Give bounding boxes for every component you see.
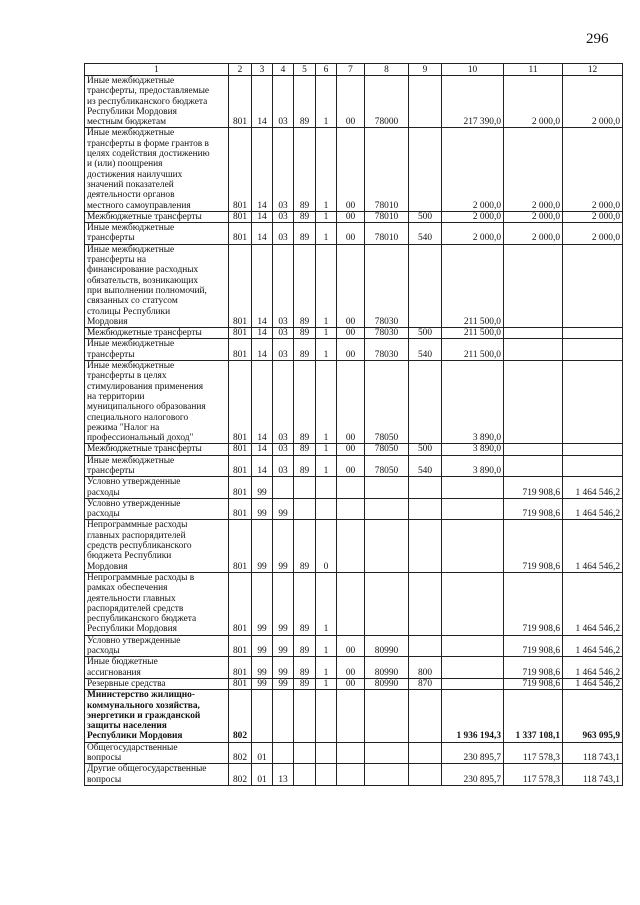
cell-ministry: 801 — [229, 444, 252, 455]
cell-name: Иные межбюджетные трансферты — [85, 455, 229, 477]
table-row — [85, 690, 623, 742]
cell-amount-2 — [504, 361, 563, 444]
cell-ministry: 801 — [229, 498, 252, 520]
cell-event — [337, 742, 365, 764]
cell-name: Иные межбюджетные трансферты на финансирование расходных обязательств, возникающих при выполнении полномочий, связанных со статусом столицы Республики Мордовия — [85, 244, 229, 327]
cell-expense-type — [409, 76, 442, 128]
cell-expense-type — [409, 635, 442, 657]
cell-subsection: 99 — [273, 520, 294, 572]
cell-ministry: 801 — [229, 223, 252, 245]
cell-subsection: 03 — [273, 223, 294, 245]
cell-ministry: 801 — [229, 128, 252, 211]
cell-direction: 78010 — [365, 128, 409, 211]
header-row — [85, 64, 623, 76]
cell-ministry: 801 — [229, 328, 252, 339]
table-row — [85, 572, 623, 635]
cell-amount-1: 1 936 194,3 — [442, 690, 504, 742]
cell-ministry: 802 — [229, 742, 252, 764]
cell-name: Иные межбюджетные трансферты — [85, 223, 229, 245]
cell-amount-2: 2 000,0 — [504, 223, 563, 245]
column-header: 7 — [337, 64, 365, 76]
cell-amount-3: 2 000,0 — [563, 223, 623, 245]
column-header: 5 — [294, 64, 316, 76]
cell-program — [294, 690, 316, 742]
cell-program: 89 — [294, 572, 316, 635]
cell-ministry: 802 — [229, 764, 252, 786]
table-row — [85, 657, 623, 679]
cell-program — [294, 477, 316, 499]
cell-amount-3: 1 464 546,2 — [563, 678, 623, 689]
cell-amount-3: 963 095,9 — [563, 690, 623, 742]
cell-subprogram — [316, 742, 337, 764]
cell-amount-2 — [504, 244, 563, 327]
column-header: 4 — [273, 64, 294, 76]
table-row — [85, 244, 623, 327]
cell-amount-2: 2 000,0 — [504, 211, 563, 222]
budget-table — [84, 63, 623, 786]
table-row — [85, 635, 623, 657]
cell-amount-1: 230 895,7 — [442, 764, 504, 786]
table-body — [85, 76, 623, 786]
cell-program — [294, 764, 316, 786]
cell-subsection: 03 — [273, 455, 294, 477]
cell-amount-2: 719 908,6 — [504, 678, 563, 689]
cell-expense-type — [409, 361, 442, 444]
cell-event: 00 — [337, 244, 365, 327]
cell-amount-2: 1 337 108,1 — [504, 690, 563, 742]
cell-amount-3: 2 000,0 — [563, 128, 623, 211]
cell-amount-2: 719 908,6 — [504, 657, 563, 679]
cell-amount-2 — [504, 339, 563, 361]
cell-subprogram: 1 — [316, 211, 337, 222]
cell-ministry: 801 — [229, 635, 252, 657]
cell-expense-type — [409, 742, 442, 764]
cell-expense-type: 500 — [409, 328, 442, 339]
cell-event: 00 — [337, 128, 365, 211]
cell-ministry: 801 — [229, 76, 252, 128]
cell-expense-type: 540 — [409, 339, 442, 361]
cell-amount-2: 2 000,0 — [504, 128, 563, 211]
cell-direction — [365, 498, 409, 520]
cell-expense-type: 800 — [409, 657, 442, 679]
cell-section: 99 — [252, 635, 273, 657]
cell-expense-type: 870 — [409, 678, 442, 689]
cell-subprogram — [316, 477, 337, 499]
cell-ministry: 801 — [229, 361, 252, 444]
cell-direction: 78010 — [365, 223, 409, 245]
cell-direction — [365, 520, 409, 572]
cell-name: Условно утвержденные расходы — [85, 635, 229, 657]
column-header: 12 — [563, 64, 623, 76]
cell-amount-2: 719 908,6 — [504, 635, 563, 657]
table-row — [85, 498, 623, 520]
cell-section: 99 — [252, 572, 273, 635]
cell-expense-type: 500 — [409, 444, 442, 455]
cell-amount-2: 117 578,3 — [504, 742, 563, 764]
cell-section — [252, 690, 273, 742]
cell-expense-type — [409, 764, 442, 786]
cell-subsection — [273, 742, 294, 764]
cell-amount-3 — [563, 455, 623, 477]
cell-subsection: 03 — [273, 361, 294, 444]
cell-event — [337, 764, 365, 786]
cell-event: 00 — [337, 635, 365, 657]
column-header: 3 — [252, 64, 273, 76]
cell-subsection: 13 — [273, 764, 294, 786]
cell-amount-1 — [442, 635, 504, 657]
cell-amount-1: 211 500,0 — [442, 339, 504, 361]
cell-event — [337, 690, 365, 742]
table-row — [85, 477, 623, 499]
cell-section: 14 — [252, 361, 273, 444]
cell-name: Общегосударственные вопросы — [85, 742, 229, 764]
cell-section: 99 — [252, 678, 273, 689]
cell-direction: 78050 — [365, 444, 409, 455]
cell-direction: 78030 — [365, 339, 409, 361]
cell-direction: 78050 — [365, 361, 409, 444]
cell-name: Межбюджетные трансферты — [85, 211, 229, 222]
cell-amount-2: 719 908,6 — [504, 520, 563, 572]
cell-section: 14 — [252, 444, 273, 455]
cell-ministry: 801 — [229, 520, 252, 572]
cell-direction: 78050 — [365, 455, 409, 477]
cell-direction: 80990 — [365, 678, 409, 689]
table-row — [85, 764, 623, 786]
cell-amount-3 — [563, 444, 623, 455]
cell-section: 99 — [252, 498, 273, 520]
cell-program — [294, 498, 316, 520]
cell-program: 89 — [294, 455, 316, 477]
cell-ministry: 801 — [229, 477, 252, 499]
cell-amount-3: 2 000,0 — [563, 76, 623, 128]
table-row — [85, 520, 623, 572]
cell-direction — [365, 742, 409, 764]
cell-amount-3 — [563, 328, 623, 339]
cell-amount-2: 2 000,0 — [504, 76, 563, 128]
cell-amount-3: 2 000,0 — [563, 211, 623, 222]
table-row — [85, 223, 623, 245]
table-row — [85, 128, 623, 211]
cell-program: 89 — [294, 223, 316, 245]
cell-direction: 78030 — [365, 328, 409, 339]
cell-amount-1 — [442, 520, 504, 572]
cell-subsection: 03 — [273, 244, 294, 327]
cell-subsection: 99 — [273, 657, 294, 679]
cell-subprogram — [316, 690, 337, 742]
cell-amount-2: 719 908,6 — [504, 572, 563, 635]
cell-subprogram: 1 — [316, 223, 337, 245]
cell-direction: 78010 — [365, 211, 409, 222]
cell-amount-3: 1 464 546,2 — [563, 657, 623, 679]
cell-direction: 78000 — [365, 76, 409, 128]
cell-amount-3: 118 743,1 — [563, 764, 623, 786]
cell-amount-1: 3 890,0 — [442, 455, 504, 477]
cell-event: 00 — [337, 339, 365, 361]
cell-program: 89 — [294, 657, 316, 679]
cell-expense-type — [409, 690, 442, 742]
cell-event: 00 — [337, 455, 365, 477]
cell-name: Иные бюджетные ассигнования — [85, 657, 229, 679]
cell-expense-type — [409, 498, 442, 520]
cell-section: 01 — [252, 742, 273, 764]
cell-subsection: 03 — [273, 444, 294, 455]
cell-amount-1 — [442, 657, 504, 679]
cell-amount-2: 719 908,6 — [504, 498, 563, 520]
cell-direction: 80990 — [365, 635, 409, 657]
cell-amount-2 — [504, 328, 563, 339]
cell-name: Другие общегосударственные вопросы — [85, 764, 229, 786]
cell-subsection: 03 — [273, 76, 294, 128]
cell-subprogram: 1 — [316, 361, 337, 444]
cell-direction — [365, 690, 409, 742]
cell-name: Непрограммные расходы главных распорядителей средств республиканского бюджета Республики Мордовия — [85, 520, 229, 572]
column-header: 10 — [442, 64, 504, 76]
cell-amount-1: 3 890,0 — [442, 444, 504, 455]
cell-program: 89 — [294, 678, 316, 689]
cell-amount-3: 1 464 546,2 — [563, 477, 623, 499]
cell-event — [337, 477, 365, 499]
cell-amount-3: 1 464 546,2 — [563, 572, 623, 635]
cell-expense-type — [409, 572, 442, 635]
cell-program — [294, 742, 316, 764]
cell-program: 89 — [294, 244, 316, 327]
cell-name: Иные межбюджетные трансферты в целях стимулирования применения на территории муниципального образования специального налогового режима "Налог на профессиональный доход" — [85, 361, 229, 444]
cell-section: 01 — [252, 764, 273, 786]
cell-name: Иные межбюджетные трансферты в форме грантов в целях содействия достижению и (или) поощрения достижения наилучших значений показателей деятельности органов местного самоуправления — [85, 128, 229, 211]
cell-program: 89 — [294, 635, 316, 657]
cell-amount-3 — [563, 244, 623, 327]
cell-section: 14 — [252, 128, 273, 211]
cell-amount-1 — [442, 678, 504, 689]
cell-section: 14 — [252, 76, 273, 128]
cell-amount-1 — [442, 477, 504, 499]
cell-expense-type — [409, 244, 442, 327]
column-header: 1 — [85, 64, 229, 76]
cell-amount-1: 2 000,0 — [442, 128, 504, 211]
cell-section: 14 — [252, 339, 273, 361]
cell-expense-type: 500 — [409, 211, 442, 222]
cell-subsection: 99 — [273, 635, 294, 657]
cell-amount-3 — [563, 339, 623, 361]
cell-amount-1: 2 000,0 — [442, 211, 504, 222]
cell-subprogram: 1 — [316, 76, 337, 128]
table-row — [85, 678, 623, 689]
cell-event: 00 — [337, 223, 365, 245]
cell-subprogram: 1 — [316, 657, 337, 679]
column-header: 9 — [409, 64, 442, 76]
cell-ministry: 801 — [229, 211, 252, 222]
cell-subprogram: 1 — [316, 635, 337, 657]
cell-direction — [365, 477, 409, 499]
cell-name: Иные межбюджетные трансферты — [85, 339, 229, 361]
column-header: 6 — [316, 64, 337, 76]
column-header: 11 — [504, 64, 563, 76]
cell-program: 89 — [294, 361, 316, 444]
cell-program: 89 — [294, 328, 316, 339]
cell-event: 00 — [337, 328, 365, 339]
cell-section: 14 — [252, 223, 273, 245]
cell-amount-3: 1 464 546,2 — [563, 520, 623, 572]
cell-amount-1: 211 500,0 — [442, 328, 504, 339]
cell-name: Условно утвержденные расходы — [85, 498, 229, 520]
cell-amount-2 — [504, 444, 563, 455]
cell-program: 89 — [294, 211, 316, 222]
cell-subsection: 03 — [273, 328, 294, 339]
page-number: 296 — [586, 31, 609, 47]
cell-name: Межбюджетные трансферты — [85, 328, 229, 339]
cell-amount-2: 719 908,6 — [504, 477, 563, 499]
cell-amount-3 — [563, 361, 623, 444]
cell-amount-3: 1 464 546,2 — [563, 635, 623, 657]
cell-subsection: 03 — [273, 211, 294, 222]
cell-program: 89 — [294, 339, 316, 361]
cell-expense-type — [409, 128, 442, 211]
table-row — [85, 339, 623, 361]
cell-subprogram: 1 — [316, 444, 337, 455]
cell-amount-1: 3 890,0 — [442, 361, 504, 444]
cell-subprogram — [316, 764, 337, 786]
cell-direction — [365, 572, 409, 635]
cell-expense-type: 540 — [409, 223, 442, 245]
cell-amount-1: 217 390,0 — [442, 76, 504, 128]
cell-subprogram: 1 — [316, 128, 337, 211]
cell-section: 99 — [252, 657, 273, 679]
table-row — [85, 455, 623, 477]
cell-program: 89 — [294, 444, 316, 455]
cell-expense-type: 540 — [409, 455, 442, 477]
cell-amount-1: 2 000,0 — [442, 223, 504, 245]
cell-event: 00 — [337, 444, 365, 455]
cell-section: 99 — [252, 477, 273, 499]
cell-amount-3: 1 464 546,2 — [563, 498, 623, 520]
cell-name: Непрограммные расходы в рамках обеспечения деятельности главных распорядителей средств республиканского бюджета Республики Мордовия — [85, 572, 229, 635]
cell-amount-2: 117 578,3 — [504, 764, 563, 786]
cell-ministry: 801 — [229, 572, 252, 635]
table-row — [85, 742, 623, 764]
cell-event: 00 — [337, 657, 365, 679]
cell-section: 14 — [252, 328, 273, 339]
cell-name: Условно утвержденные расходы — [85, 477, 229, 499]
cell-event — [337, 520, 365, 572]
cell-subprogram: 0 — [316, 520, 337, 572]
cell-subprogram: 1 — [316, 455, 337, 477]
cell-section: 99 — [252, 520, 273, 572]
cell-ministry: 801 — [229, 678, 252, 689]
cell-amount-1 — [442, 498, 504, 520]
cell-subsection: 99 — [273, 498, 294, 520]
cell-subsection — [273, 477, 294, 499]
cell-subsection: 99 — [273, 678, 294, 689]
column-header: 8 — [365, 64, 409, 76]
cell-ministry: 801 — [229, 455, 252, 477]
cell-subprogram: 1 — [316, 678, 337, 689]
cell-name: Иные межбюджетные трансферты, предоставляемые из республиканского бюджета Республики Мордовия местным бюджетам — [85, 76, 229, 128]
cell-subprogram: 1 — [316, 328, 337, 339]
cell-amount-2 — [504, 455, 563, 477]
cell-direction — [365, 764, 409, 786]
cell-ministry: 801 — [229, 244, 252, 327]
table-row — [85, 444, 623, 455]
cell-subprogram — [316, 498, 337, 520]
cell-event: 00 — [337, 76, 365, 128]
cell-ministry: 801 — [229, 339, 252, 361]
cell-name: Резервные средства — [85, 678, 229, 689]
cell-section: 14 — [252, 211, 273, 222]
cell-amount-1 — [442, 572, 504, 635]
cell-subsection: 99 — [273, 572, 294, 635]
cell-program: 89 — [294, 128, 316, 211]
cell-amount-1: 230 895,7 — [442, 742, 504, 764]
cell-direction: 78030 — [365, 244, 409, 327]
cell-amount-3: 118 743,1 — [563, 742, 623, 764]
cell-direction: 80990 — [365, 657, 409, 679]
cell-ministry: 802 — [229, 690, 252, 742]
column-header: 2 — [229, 64, 252, 76]
cell-program: 89 — [294, 76, 316, 128]
cell-event: 00 — [337, 211, 365, 222]
cell-section: 14 — [252, 455, 273, 477]
cell-event: 00 — [337, 678, 365, 689]
cell-section: 14 — [252, 244, 273, 327]
cell-ministry: 801 — [229, 657, 252, 679]
cell-expense-type — [409, 520, 442, 572]
cell-name: Межбюджетные трансферты — [85, 444, 229, 455]
table-row — [85, 76, 623, 128]
cell-event: 00 — [337, 361, 365, 444]
cell-event — [337, 498, 365, 520]
cell-subsection: 03 — [273, 128, 294, 211]
cell-amount-1: 211 500,0 — [442, 244, 504, 327]
cell-event — [337, 572, 365, 635]
table-row — [85, 211, 623, 222]
cell-name: Министерство жилищно- коммунального хозяйства, энергетики и гражданской защиты населения Республики Мордовия — [85, 690, 229, 742]
cell-subprogram: 1 — [316, 339, 337, 361]
cell-subprogram: 1 — [316, 572, 337, 635]
cell-subprogram: 1 — [316, 244, 337, 327]
table-row — [85, 328, 623, 339]
table-row — [85, 361, 623, 444]
cell-expense-type — [409, 477, 442, 499]
cell-subsection: 03 — [273, 339, 294, 361]
cell-subsection — [273, 690, 294, 742]
cell-program: 89 — [294, 520, 316, 572]
